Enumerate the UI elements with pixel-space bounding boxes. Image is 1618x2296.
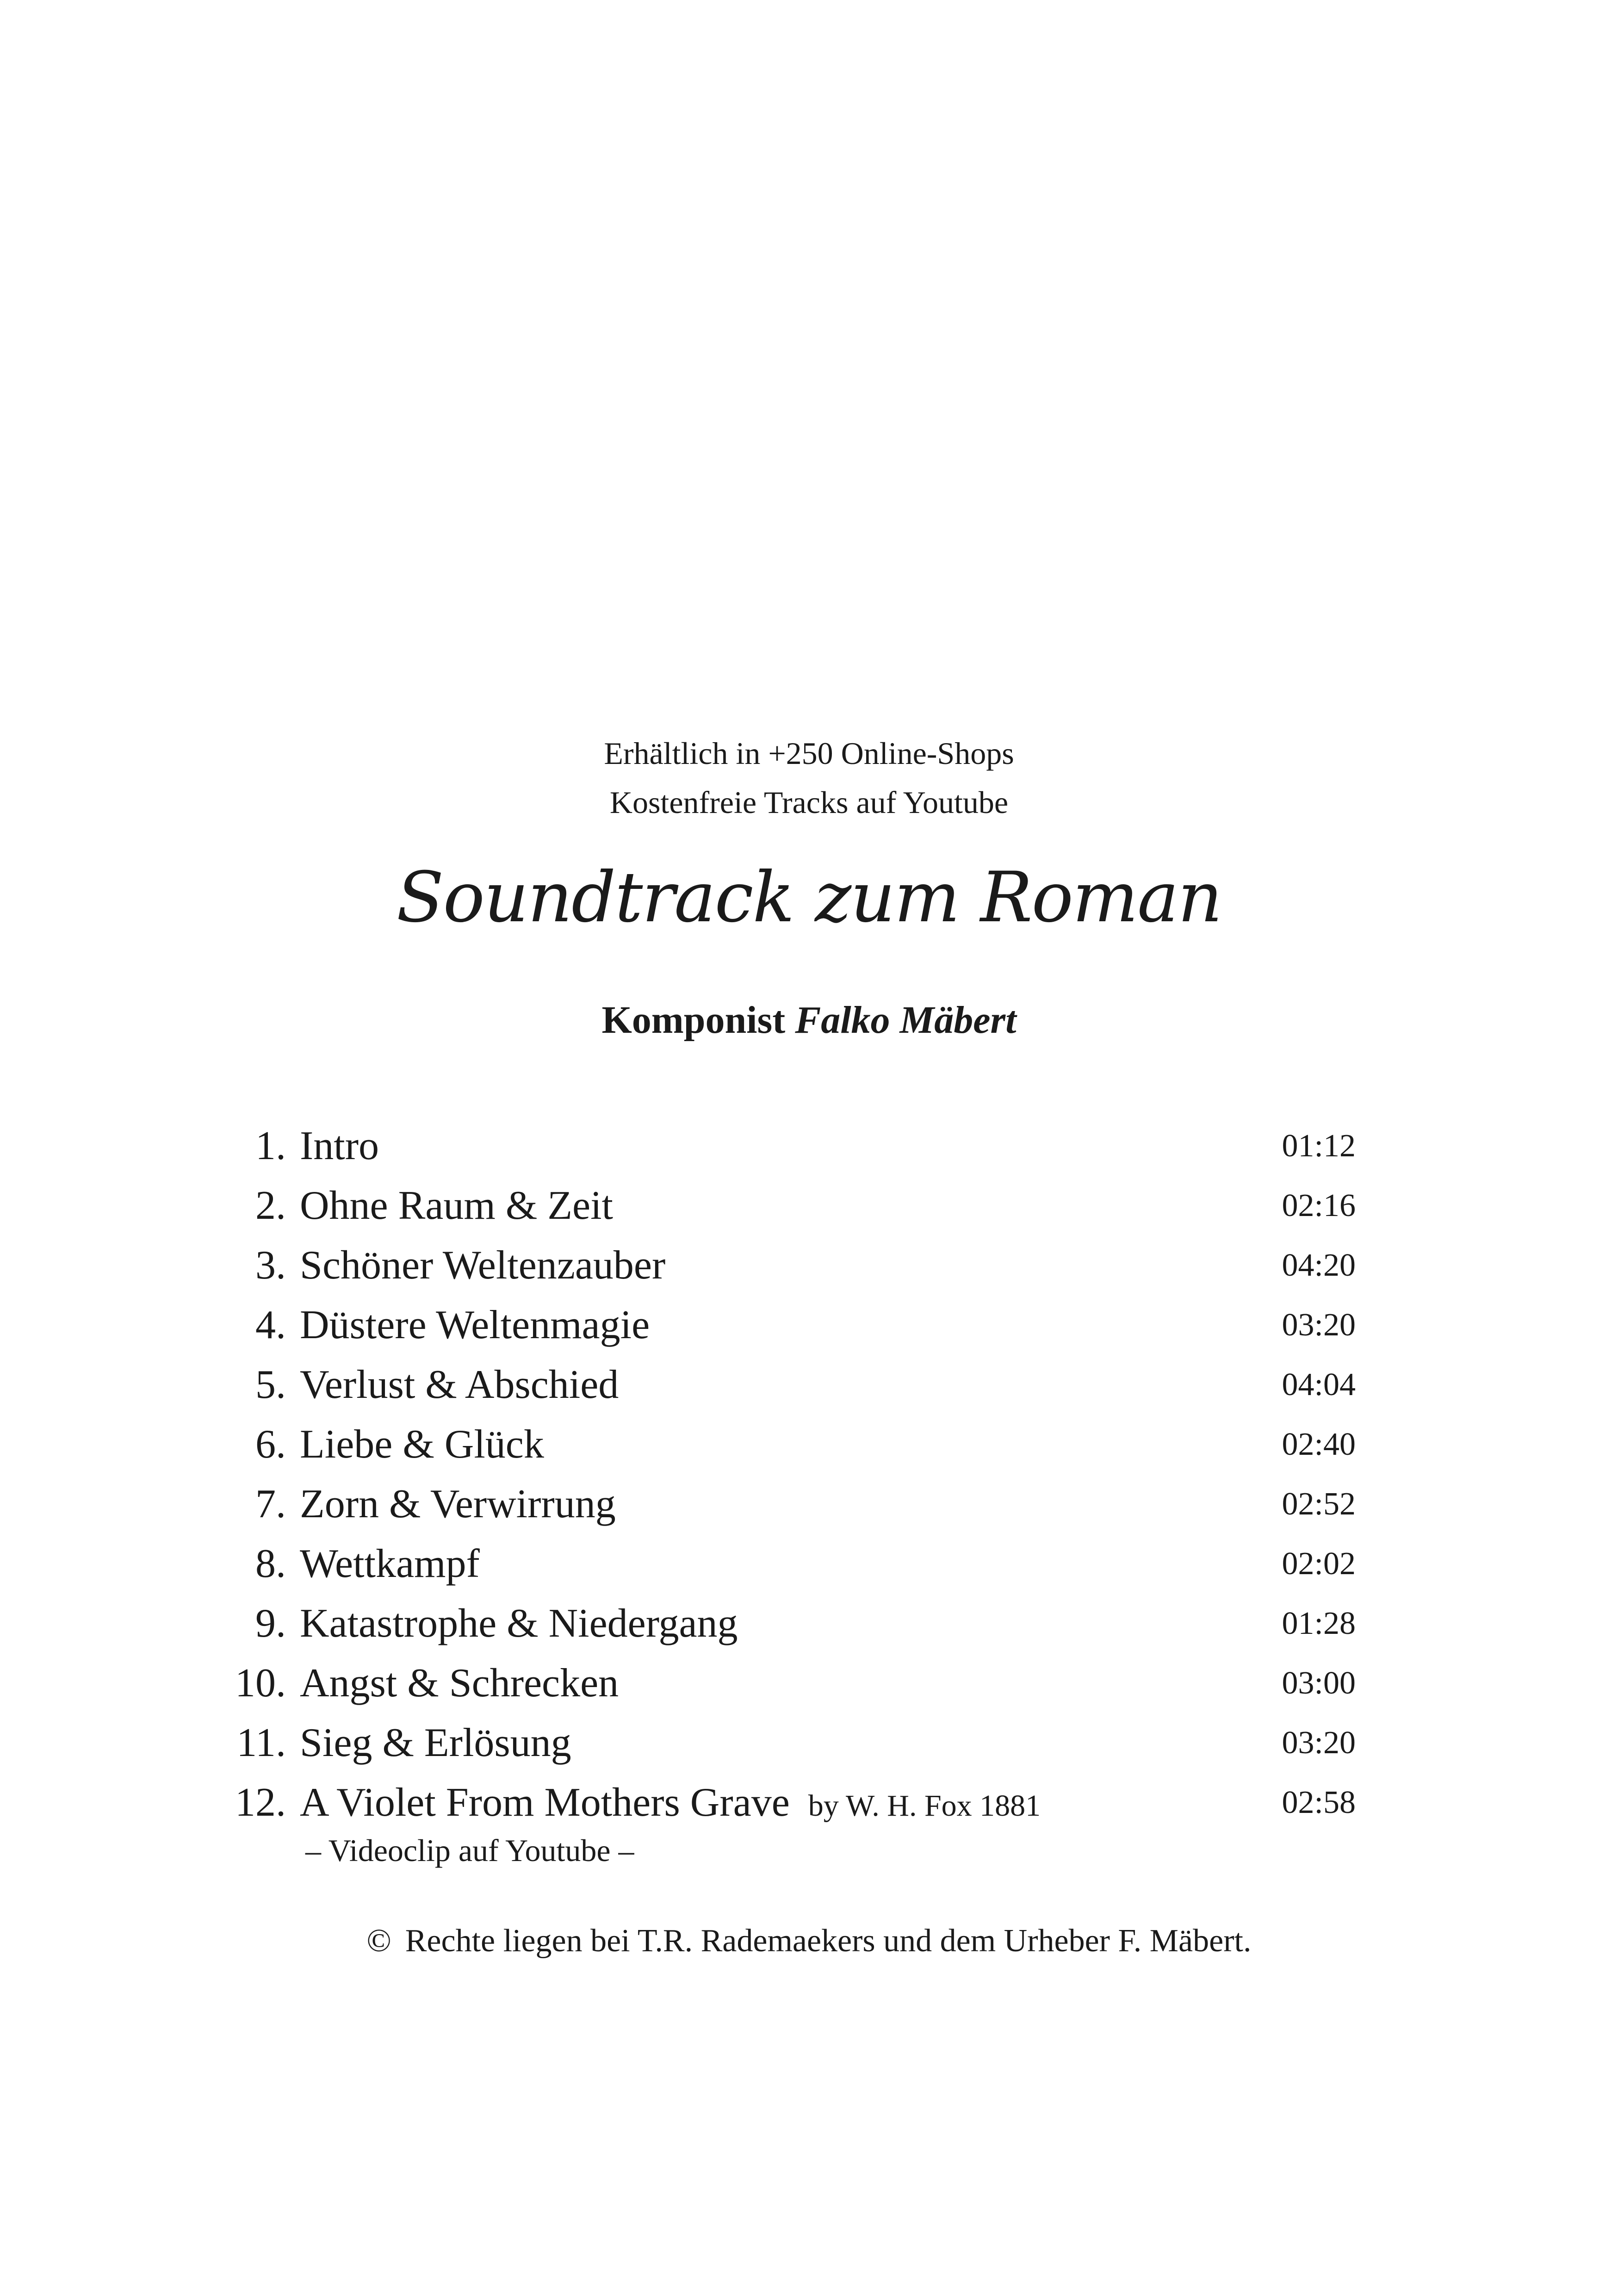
track-number: 2. bbox=[255, 1183, 286, 1228]
track-title: Intro bbox=[300, 1123, 379, 1168]
track-title: Verlust & Abschied bbox=[300, 1362, 619, 1407]
track-item bbox=[217, 1295, 1356, 1355]
rights-notice bbox=[0, 1918, 1618, 1964]
track-number: 12. bbox=[235, 1780, 286, 1825]
track-duration: 02:02 bbox=[1282, 1546, 1356, 1582]
availability-info bbox=[0, 729, 1618, 827]
track-item bbox=[217, 1594, 1356, 1653]
track-title: Zorn & Verwirrung bbox=[300, 1482, 616, 1527]
track-title: Düstere Weltenmagie bbox=[300, 1303, 650, 1347]
track-title: Liebe & Glück bbox=[300, 1422, 544, 1467]
track-list bbox=[217, 1116, 1356, 1868]
track-duration: 03:20 bbox=[1282, 1307, 1356, 1343]
track-title bbox=[300, 1773, 1041, 1836]
track-duration: 03:00 bbox=[1282, 1665, 1356, 1701]
track-title-text: A Violet From Mothers Grave bbox=[300, 1780, 790, 1825]
availability-shops: Erhältlich in +250 Online-Shops bbox=[604, 736, 1014, 771]
track-duration: 03:20 bbox=[1282, 1725, 1356, 1761]
track-title: Wettkampf bbox=[300, 1541, 480, 1586]
track-item bbox=[217, 1534, 1356, 1594]
track-title: Ohne Raum & Zeit bbox=[300, 1183, 613, 1228]
track-item bbox=[217, 1713, 1356, 1773]
track-number: 4. bbox=[255, 1303, 286, 1347]
track-item bbox=[217, 1415, 1356, 1474]
track-number: 6. bbox=[255, 1422, 286, 1467]
track-duration: 01:12 bbox=[1282, 1128, 1356, 1164]
track-duration: 04:20 bbox=[1282, 1247, 1356, 1283]
track-duration: 04:04 bbox=[1282, 1367, 1356, 1402]
track-number: 8. bbox=[255, 1541, 286, 1586]
track-number: 11. bbox=[236, 1720, 286, 1765]
track-duration: 02:58 bbox=[1282, 1785, 1356, 1820]
track-duration: 02:16 bbox=[1282, 1188, 1356, 1223]
track-item bbox=[217, 1116, 1356, 1176]
track-number: 7. bbox=[255, 1482, 286, 1527]
track-number: 1. bbox=[255, 1123, 286, 1168]
track-title: Angst & Schrecken bbox=[300, 1661, 619, 1706]
track-item bbox=[217, 1355, 1356, 1415]
track-duration: 02:40 bbox=[1282, 1427, 1356, 1462]
composer-line bbox=[0, 995, 1618, 1046]
track-credit: by W. H. Fox 1881 bbox=[808, 1789, 1041, 1823]
videoclip-note: – Videoclip auf Youtube – bbox=[305, 1833, 634, 1868]
track-number: 3. bbox=[255, 1243, 286, 1288]
copyright-icon: © bbox=[366, 1923, 391, 1959]
rights-text: Rechte liegen bei T.R. Rademaekers und dem Urheber F. Mäbert. bbox=[405, 1923, 1252, 1959]
track-number: 9. bbox=[255, 1601, 286, 1646]
track-duration: 02:52 bbox=[1282, 1486, 1356, 1522]
page-title: Soundtrack zum Roman bbox=[396, 857, 1222, 938]
composer-name: Falko Mäbert bbox=[795, 999, 1017, 1042]
track-item bbox=[217, 1773, 1356, 1868]
track-title: Katastrophe & Niedergang bbox=[300, 1601, 738, 1646]
availability-youtube: Kostenfreie Tracks auf Youtube bbox=[609, 785, 1009, 820]
track-title: Schöner Weltenzauber bbox=[300, 1243, 666, 1288]
track-item bbox=[217, 1653, 1356, 1713]
track-number: 5. bbox=[255, 1362, 286, 1407]
track-item bbox=[217, 1176, 1356, 1235]
track-duration: 01:28 bbox=[1282, 1606, 1356, 1641]
track-title: Sieg & Erlösung bbox=[300, 1720, 571, 1765]
composer-label: Komponist bbox=[601, 999, 786, 1042]
track-item bbox=[217, 1474, 1356, 1534]
track-item bbox=[217, 1235, 1356, 1295]
track-number: 10. bbox=[235, 1661, 286, 1706]
